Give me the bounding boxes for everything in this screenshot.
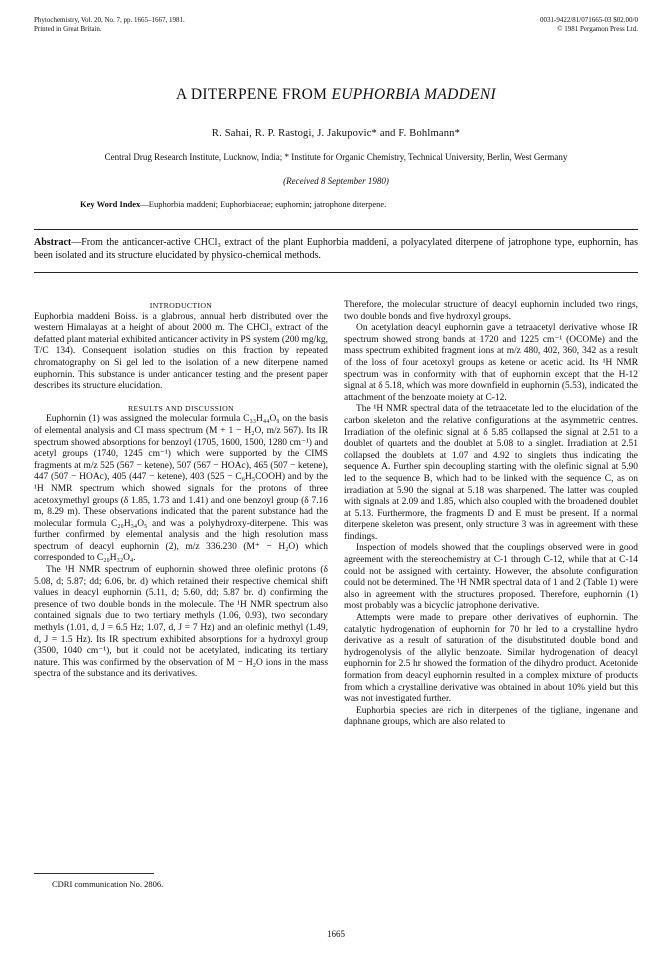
results-paragraph-2: The ¹H NMR spectrum of euphornin showed three olefinic protons (δ 5.08, d; 5.87; dd; 6.06, br. d) which retained their respective chemical shift values in deacyl euphornin (5.11, d; 5.60, dd; 5.87 br. d) confirming the presence of two double bonds in the molecule. The ¹H NMR spectrum also contained signals due to two tertiary methyls (1.06, 0.93), two secondary methyls (1.01, d, J = 6.5 Hz; 1.07, d, J = 7 Hz) and an olefinic methyl (1.49, d, J = 1.5 Hz). Its IR spectrum exhibited absorptions for a hydroxyl group (3500, 1040 cm⁻¹), but it could not be acetylated, indicating its tertiary nature. This was confirmed by the observation of M − H₂O ions in the mass spectra of the substance and its derivatives. [34,565,328,680]
body-paragraph-6: Euphorbia species are rich in diterpenes of the tigliane, ingenane and daphnane groups, which are also related to [344,705,638,728]
keywords-label: Key Word Index [80,199,141,209]
article-code [540,16,638,34]
title-plain: A DITERPENE FROM [176,86,332,103]
journal-line-2: Printed in Great Britain. [34,25,102,33]
page-number: 1665 [327,929,345,939]
received-date: (Received 8 September 1980) [283,176,389,186]
code-line-2: © 1981 Pergamon Press Ltd. [557,25,638,33]
body-paragraph-4: Inspection of models showed that the couplings observed were in good agreement with the stereochemistry at C-1 through C-12, while that at C-14 could not be assigned with certainty. However, the absolute configuration could not be determined. The ¹H NMR spectral data of 1 and 2 (Table 1) were also in agreement with the structures proposed. Therefore, euphornin (1) most probably was a bicyclic jatrophone derivative. [344,543,638,612]
keywords-text: —Euphorbia maddeni; Euphorbiaceae; euphornin; jatrophone diterpene. [140,199,387,209]
body-paragraph-5: Attempts were made to prepare other derivatives of euphornin. The catalytic hydrogenation of euphornin for 70 hr led to a crystalline hydro derivative as a result of saturation of the disubstituted double bond and hydrogenolysis of the allylic benzoate. Similar hydrogenation of deacyl euphornin for 2.5 hr showed the formation of the dihydro product. Acetonide formation from deacyl euphornin resulted in a complex mixture of products from which a crystalline derivative was obtained in about 10% yield but this was not investigated further. [344,613,638,705]
affiliation: Central Drug Research Institute, Lucknow, India; * Institute for Organic Chemistry, Technical University, Berlin, West Germany [104,152,568,162]
abstract-text: —From the anticancer-active CHCl₃ extract of the plant Euphorbia maddeni, a polyacylated diterpene of jatrophone type, euphornin, has been isolated and its structure elucidated by physico-chemical methods. [34,237,638,261]
left-column [34,300,328,681]
body-paragraph-3: The ¹H NMR spectral data of the tetraacetate led to the elucidation of the carbon skeleton and the relative configurations at the asymmetric centres. Irradiation of the olefinic signal at δ 5.85 collapsed the signal at 2.51 to a doublet of quartets and the doublet at 5.08 to a singlet. Irradiation at 2.51 collapsed the doublets at 1.07 and 4.92 to singlets thus indicating the sequence A. Further spin decoupling starting with the olefinic signal at 5.90 led to the sequence B, which had to be linked with the sequence C, as on irradiation at 5.90 the signal at 5.18 was sharpened. The latter was coupled with signals at 2.09 and 1.85, which also coupled with the broadened doublet at 5.13. Furthermore, the fragments D and E must be present. If a normal diterpene skeleton was present, only structure 3 was in agreement with these findings. [344,404,638,542]
keywords [80,199,386,209]
right-column [344,300,638,729]
authors: R. Sahai, R. P. Rastogi, J. Jakupovic* and F. Bohlmann* [211,128,461,139]
rule-top [34,229,638,230]
results-heading: RESULTS AND DISCUSSION [128,403,234,413]
footnote: CDRI communication No. 2806. [52,879,164,889]
body-paragraph-1: Therefore, the molecular structure of deacyl euphornin included two rings, two double bonds and five hydroxyl groups. [344,300,638,322]
results-paragraph-1: Euphornin (1) was assigned the molecular formula C₃₃H₄₄O₉ on the basis of elemental analysis and CI mass spectrum (M + 1 − H₂O, m/z 567). Its IR spectrum showed absorptions for benzoyl (1705, 1600, 1500, 1280 cm⁻¹) and acetyl groups (1740, 1245 cm⁻¹) which were supported by the CIMS fragments at m/z 525 (567 − ketene), 507 (567 − HOAc), 465 (507 − ketene), 447 (507 − HOAc), 405 (447 − ketene), 403 (525 − C₆H₅COOH) and by the ¹H NMR spectrum which showed signals for the protons of three acetoxymethyl groups (δ 1.85, 1.73 and 1.41) and one benzoyl group (δ 7.16 m, 8.29 m). These observations indicated that the parent substance had the molecular formula C₂₀H₃₄O₅ and was a polyhydroxy-diterpene. This was further confirmed by elemental analysis and the high resolution mass spectrum of deacyl euphornin (2), m/z 336.230 (M⁺ − H₂O) which corresponded to C₂₀H₃₂O₄. [34,414,328,564]
journal-line-1: Phytochemistry, Vol. 20, No. 7, pp. 1665–1667, 1981. [34,16,185,24]
journal-citation [34,16,185,34]
introduction-heading: INTRODUCTION [149,301,213,310]
title-italic: EUPHORBIA MADDENI [331,86,496,103]
abstract-label: Abstract [34,237,72,248]
body-paragraph-2: On acetylation deacyl euphornin gave a tetraacetyl derivative whose IR spectrum showed strong bands at 1720 and 1225 cm⁻¹ (OCOMe) and the mass spectrum exhibited fragment ions at m/z 480, 402, 360, 342 as a result of the loss of four acetoxyl groups as ketene or acetic acid. Its ¹H NMR spectrum was in conformity with that of euphornin except that the H-12 signal at δ 5.18, which was more downfield in euphornin (5.53), indicated the attachment of the benzoate moiety at C-12. [344,323,638,403]
code-line-1: 0031-9422/81/071665-03 $02.00/0 [540,16,638,24]
footnote-rule [34,873,154,874]
rule-bottom [34,272,638,273]
abstract [34,236,638,262]
paper-title [0,86,672,104]
intro-paragraph: Euphorbia maddeni Boiss. is a glabrous, annual herb distributed over the western Himalayas at a height of about 2000 m. The CHCl₃ extract of the defatted plant material exhibited anticancer activity in PS system (200 mg/kg, T/C 134). Consequent isolation studies on this fraction by repeated chromatography on Si gel led to the isolation of a new diterpene named euphornin. This substance is under anticancer testing and the present paper describes its structure elucidation. [34,311,328,392]
